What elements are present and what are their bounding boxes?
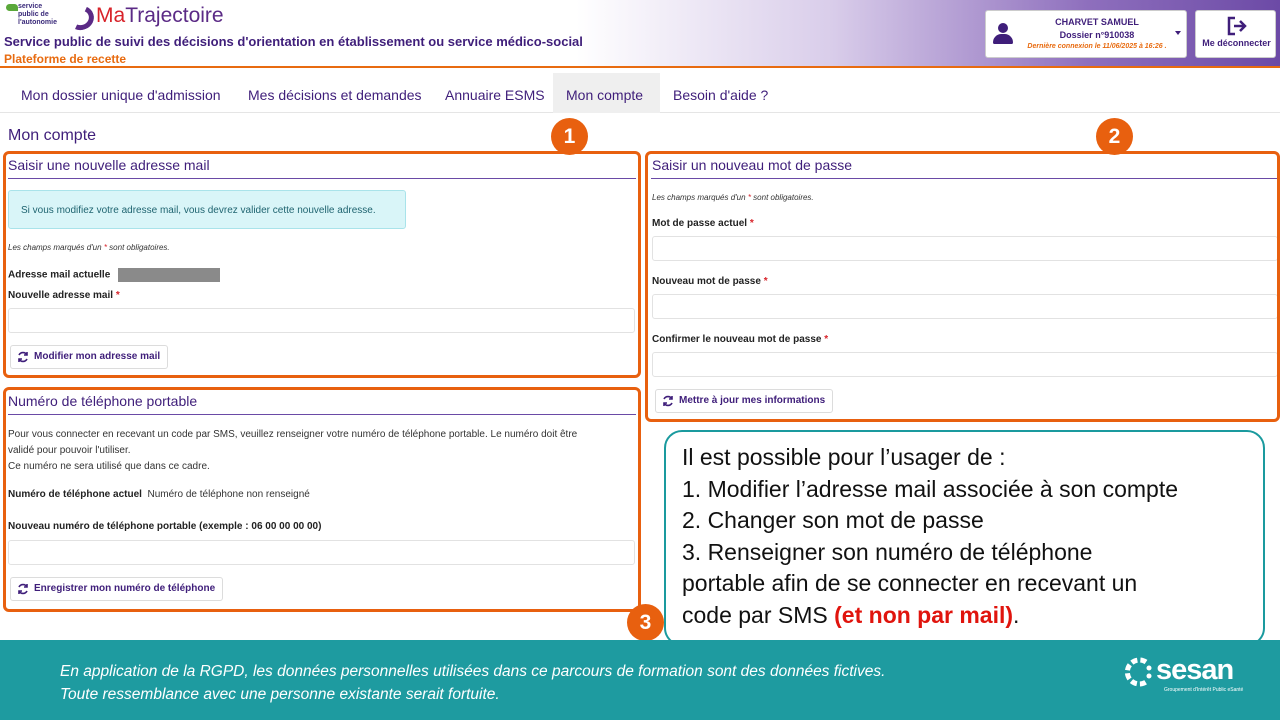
tab-dossier-unique[interactable]: Mon dossier unique d'admission	[21, 87, 221, 103]
sesan-logo	[1124, 654, 1254, 694]
site-subtitle: Plateforme de recette	[4, 52, 127, 66]
main-nav	[0, 73, 1280, 113]
footer-disclaimer	[60, 660, 885, 706]
logout-button[interactable]	[1195, 10, 1276, 58]
highlight-frame-phone	[3, 387, 641, 612]
footer-line2: Toute ressemblance avec une personne existante serait fortuite.	[60, 686, 500, 703]
site-title: Service public de suivi des décisions d'orientation en établissement ou service médico-social	[4, 34, 583, 49]
tab-decisions[interactable]: Mes décisions et demandes	[248, 87, 422, 103]
phone-intro-line3: Ce numéro ne sera utilisé que dans ce cadre.	[8, 461, 210, 472]
new-phone-label: Nouveau numéro de téléphone portable (exemple : 06 00 00 00 00)	[8, 521, 322, 532]
current-password-label: Mot de passe actuel *	[652, 218, 754, 229]
modify-email-label: Modifier mon adresse mail	[34, 351, 161, 362]
logout-icon	[1226, 16, 1248, 36]
current-email-label: Adresse mail actuelle	[8, 268, 220, 282]
highlight-frame-email	[3, 151, 641, 378]
badge-3: 3	[627, 604, 664, 641]
current-phone-value: Numéro de téléphone non renseigné	[147, 489, 310, 500]
matrajectoire-logo-text	[96, 4, 224, 28]
confirm-password-label: Confirmer le nouveau mot de passe *	[652, 334, 829, 345]
user-menu[interactable]	[985, 10, 1187, 58]
callout-line2: 1. Modifier l’adresse mail associée à son compte	[682, 475, 1179, 502]
logo-prefix: Ma	[96, 4, 126, 27]
caret-down-icon	[1175, 31, 1181, 35]
phone-panel-title: Numéro de téléphone portable	[8, 393, 198, 409]
logo-rest: Trajectoire	[125, 4, 224, 27]
leaf-icon	[6, 4, 18, 11]
new-email-label: Nouvelle adresse mail *	[8, 290, 120, 301]
tab-annuaire[interactable]: Annuaire ESMS	[445, 87, 545, 103]
sesan-logo-text: sesan	[1156, 654, 1234, 686]
update-password-label: Mettre à jour mes informations	[679, 395, 826, 406]
callout-line6: code par SMS (et non par mail).	[682, 601, 1020, 628]
highlight-frame-password	[645, 151, 1280, 422]
phone-intro-line1: Pour vous connecter en recevant un code par SMS, veuillez renseigner votre numéro de téléphone portable. Le numéro doit être	[8, 429, 578, 440]
explanation-callout	[664, 430, 1265, 646]
badge-1: 1	[551, 118, 588, 155]
user-icon	[992, 23, 1014, 45]
app-header	[0, 0, 1280, 66]
phone-intro-line2: validé pour pouvoir l'utiliser.	[8, 445, 131, 456]
service-public-logo	[4, 2, 64, 30]
service-public-logo-text: service public de l'autonomie	[18, 3, 57, 26]
badge-2: 2	[1096, 118, 1133, 155]
callout-line5: portable afin de se connecter en recevant un	[682, 570, 1138, 596]
callout-line1: Il est possible pour l’usager de :	[682, 444, 1006, 470]
sesan-tagline: Groupement d'Intérêt Public eSanté	[1164, 687, 1244, 693]
footer-banner	[0, 640, 1280, 720]
email-panel-title: Saisir une nouvelle adresse mail	[8, 157, 210, 173]
password-required-note: Les champs marqués d'un * sont obligatoires.	[652, 193, 814, 202]
tab-aide[interactable]: Besoin d'aide ?	[673, 87, 769, 103]
callout-emphasis: (et non par mail)	[834, 601, 1014, 628]
user-dossier: Dossier n°910038	[1059, 30, 1135, 40]
save-phone-label: Enregistrer mon numéro de téléphone	[34, 583, 216, 594]
tab-mon-compte[interactable]: Mon compte	[553, 73, 660, 113]
swoosh-icon	[65, 2, 98, 33]
password-panel-title: Saisir un nouveau mot de passe	[652, 157, 853, 173]
callout-line4: 3. Renseigner son numéro de téléphone	[682, 538, 1093, 565]
last-login: Dernière connexion le 11/06/2025 à 16:26 .	[1027, 43, 1167, 50]
current-phone-label: Numéro de téléphone actuel Numéro de téléphone non renseigné	[8, 489, 310, 500]
matrajectoire-logo[interactable]	[68, 2, 224, 32]
footer-line1: En application de la RGPD, les données personnelles utilisées dans ce parcours de formation sont des données fictives.	[60, 663, 886, 680]
email-info-alert: Si vous modifiez votre adresse mail, vous devrez valider cette nouvelle adresse.	[8, 190, 406, 229]
header-divider	[0, 66, 1280, 68]
logout-label: Me déconnecter	[1202, 38, 1271, 48]
callout-line3: 2. Changer son mot de passe	[682, 507, 984, 533]
sesan-mark-icon	[1124, 656, 1156, 688]
email-required-note: Les champs marqués d'un * sont obligatoires.	[8, 243, 170, 252]
new-password-label: Nouveau mot de passe *	[652, 276, 768, 287]
user-name: CHARVET SAMUEL	[1055, 17, 1139, 27]
page-title: Mon compte	[8, 127, 97, 144]
